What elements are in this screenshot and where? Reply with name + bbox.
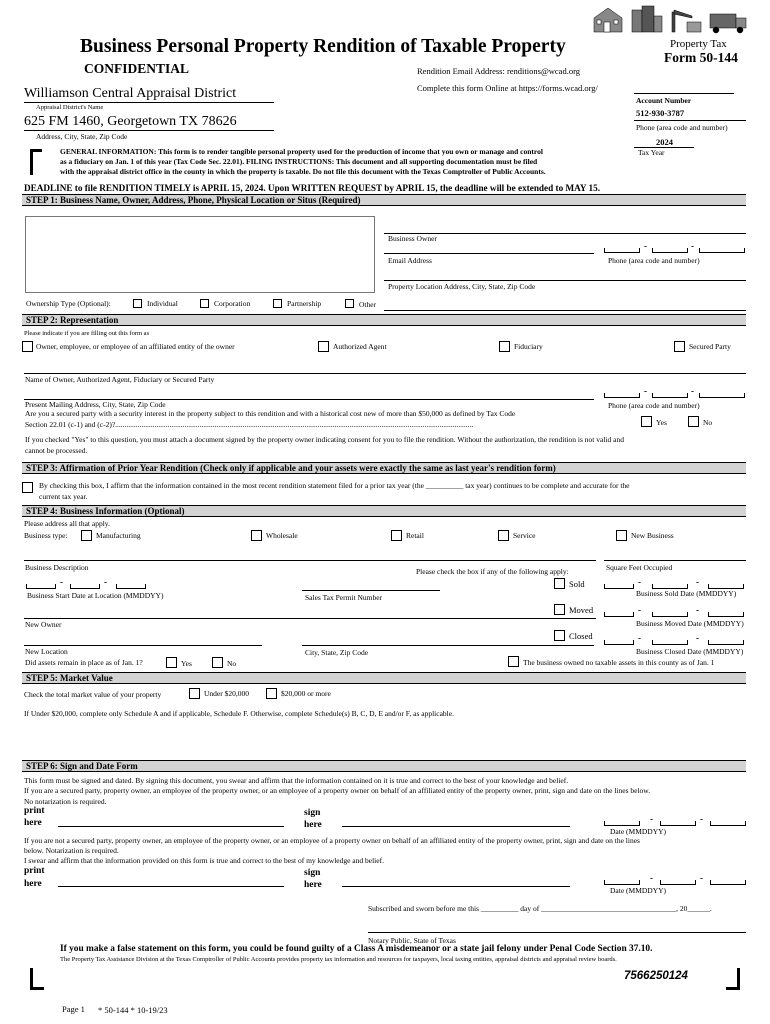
date2-dash2: - [700,873,703,883]
form-title: Business Personal Property Rendition of Taxable Property [80,36,566,57]
general-info-line2: as a fiduciary on Jan. 1 of this year (Tax Code Sec. 22.01). FILING INSTRUCTIONS: This document and all supporting documentation must be filed [60,157,538,166]
assets-no-checkbox[interactable] [212,657,223,668]
business-name-box[interactable] [25,216,375,293]
rep-phone-dash1: - [644,386,647,396]
online-line: Complete this form Online at https://forms.wcad.org/ [417,83,598,93]
fiduciary-checkbox[interactable] [499,341,510,352]
date2-label: Date (MMDDYY) [610,886,667,895]
closed-date-dash1: - [638,633,641,643]
account-number-label: Account Number [636,96,692,105]
step2-note: Please indicate if you are filling out this form as [24,330,150,337]
bracket-bottom-left [30,968,44,990]
other-line [384,310,746,311]
date1-label: Date (MMDDYY) [610,827,667,836]
sold-date-label: Business Sold Date (MMDDYY) [636,589,737,598]
mailing-label: Present Mailing Address, City, State, Zip Code [25,400,166,409]
date1-dash2: - [700,814,703,824]
sold-date-mm[interactable] [604,584,634,589]
date2-yy[interactable] [710,880,746,885]
secured-yes-label: Yes [656,418,667,427]
owner-phone-mid[interactable] [652,248,688,253]
step6-para-6: I swear and affirm that the information provided on this form is true and correct to the best of my knowledge and belief. [24,856,384,865]
print-line-1[interactable] [58,826,284,827]
here-label-3: here [24,879,42,889]
print-label-2: print [24,866,45,876]
step6-para-3: No notarization is required. [24,797,107,806]
form-label-top: Property Tax [670,38,727,50]
page-number: Page 1 [62,1004,85,1014]
district-address-label: Address, City, State, Zip Code [36,132,128,141]
manufacturing-label: Manufacturing [96,531,141,540]
prior-year-checkbox[interactable] [22,482,33,493]
sign-line-2[interactable] [342,886,570,887]
here-label-2: here [304,820,322,830]
step6-para-1: This form must be signed and dated. By signing this document, you swear and affirm that the information contained on it is true and correct to the best of your knowledge and belief. [24,776,569,785]
sold-date-dash1: - [638,577,641,587]
email-line-field [384,253,594,254]
account-number-field[interactable] [634,88,734,94]
assistance-note: The Property Tax Assistance Division at the Texas Comptroller of Public Accounts provides property tax information and resources for taxpayers, local taxing entities, appraisal districts and appraisal review boards. [60,956,617,963]
closed-date-mm[interactable] [604,640,634,645]
step6-header: STEP 6: Sign and Date Form [22,760,746,772]
under-20k-label: Under $20,000 [204,689,249,698]
step6-para-4: If you are not a secured party, property owner, an employee of the property owner, or an employee of a property owner on behalf of an affiliated entity of the property owner, print, sign and date on the lines [24,836,640,845]
service-label: Service [513,531,536,540]
email-label: Email Address [388,256,432,265]
prior-year-text-2: current tax year. [39,492,88,501]
business-owner-line [384,233,746,234]
market-value-label: Check the total market value of your property [24,690,162,699]
step1-header: STEP 1: Business Name, Owner, Address, Phone, Physical Location or Situs (Required) [22,194,746,206]
phone-line [634,120,746,121]
description-label: Business Description [25,563,89,572]
owner-phone-dash2: - [691,241,694,251]
partnership-checkbox[interactable] [273,299,282,308]
here-label-4: here [304,880,322,890]
authorized-agent-checkbox[interactable] [318,341,329,352]
market-value-note: If Under $20,000, complete only Schedule A and if applicable, Schedule F. Otherwise, complete Schedule(s) B, C, D, E and/or F, as applicable. [24,709,454,718]
step4-note: Please address all that apply. [24,519,110,528]
district-name-label: Appraisal District's Name [36,104,104,111]
secured-question-1: Are you a secured party with a security interest in the property subject to this rendition and with a historical cost new of more than $50,000 as defined by Tax Code [25,409,516,418]
notary-line[interactable] [368,932,746,933]
district-address: 625 FM 1460, Georgetown TX 78626 [24,114,237,129]
general-info-line3: with the appraisal district office in the county in which the property is taxable. Do not file this document with the Texas Comptroller of Public Accounts. [60,167,546,176]
sold-checkbox[interactable] [554,578,565,589]
secured-no-checkbox[interactable] [688,416,699,427]
start-date-mm[interactable] [26,584,56,589]
start-date-dash2: - [104,577,107,587]
no-assets-checkbox[interactable] [508,656,519,667]
property-type-icons [592,4,750,34]
over-20k-label: $20,000 or more [281,689,331,698]
owner-phone-dash1: - [644,241,647,251]
location-line [384,280,746,281]
date1-dash1: - [650,814,653,824]
secured-question-2: Section 22.01 (c-1) and (c-2)?............................................................................................................................................................................................... [25,420,474,429]
retail-checkbox[interactable] [391,530,402,541]
start-date-yy[interactable] [116,584,146,589]
owner-phone-label: Phone (area code and number) [608,256,700,265]
other-label: Other [359,300,377,309]
closed-label: Closed [569,631,593,641]
general-info-line1: GENERAL INFORMATION: This form is to render tangible personal property used for the production of income that you own or manage and control [60,147,543,156]
city-state-line [302,645,594,646]
individual-label: Individual [147,299,178,308]
rep-phone-end[interactable] [699,393,745,398]
sign-label-1: sign [304,808,321,818]
form-code: 7566250124 [624,970,688,982]
print-label-1: print [24,806,45,816]
owner-phone-end[interactable] [699,248,745,253]
sold-date-dash2: - [696,577,699,587]
start-date-dd[interactable] [70,584,100,589]
assets-yes-label: Yes [181,659,192,668]
closed-date-yy[interactable] [708,640,744,645]
wholesale-label: Wholesale [266,531,298,540]
confidential-label: CONFIDENTIAL [84,61,190,76]
info-bracket [30,149,42,175]
closed-date-dd[interactable] [652,640,688,645]
rep-phone-label: Phone (area code and number) [608,401,700,410]
sqft-label: Square Feet Occupied [606,563,673,572]
step6-para-5: below. Notarization is required. [24,846,119,855]
retail-label: Retail [406,531,424,540]
closed-date-dash2: - [696,633,699,643]
ownership-type-label: Ownership Type (Optional): [26,299,111,308]
date1-mm[interactable] [604,821,640,826]
here-label-1: here [24,818,42,828]
city-state-label: City, State, Zip Code [305,648,369,657]
phone-label: Phone (area code and number) [636,123,728,132]
rep-phone-area[interactable] [604,393,640,398]
service-checkbox[interactable] [498,530,509,541]
authorized-agent-label: Authorized Agent [333,342,387,351]
business-owner-label: Business Owner [388,234,437,243]
phone-value: 512-930-3787 [636,108,685,118]
moved-checkbox[interactable] [554,604,565,615]
closed-checkbox[interactable] [554,630,565,641]
check-note: Please check the box if any of the following apply: [416,567,569,576]
step2-header: STEP 2: Representation [22,314,746,326]
date2-dd[interactable] [660,880,696,885]
new-business-checkbox[interactable] [616,530,627,541]
sign-line-1[interactable] [342,826,570,827]
step6-para-2: If you are a secured party, property owner, an employee of the property owner, or an employee of a property owner on behalf of an affiliated entity of the property owner, print, sign and date on the lines below. [24,786,651,795]
sworn-line: Subscribed and sworn before me this __________ day of ____________________________________, 20______. [368,904,712,913]
district-name: Williamson Central Appraisal District [24,86,237,101]
secured-note-1: If you checked "Yes" to this question, you must attach a document signed by the property owner indicating consent for you to file the rendition. Without the authorization, the rendition is not valid and [25,435,624,444]
moved-label: Moved [569,605,594,615]
moved-date-dd[interactable] [652,612,688,617]
new-location-line [24,645,262,646]
permit-label: Sales Tax Permit Number [305,593,383,602]
moved-date-yy[interactable] [708,612,744,617]
step4-header: STEP 4: Business Information (Optional) [22,505,746,517]
new-business-label: New Business [631,531,674,540]
date2-dash1: - [650,873,653,883]
date1-yy[interactable] [710,821,746,826]
false-statement-warning: If you make a false statement on this form, you could be found guilty of a Class A misdemeanor or a state jail felony under Penal Code Section 37.10. [60,944,653,954]
form-reference: * 50-144 * 10-19/23 [98,1005,168,1015]
step5-header: STEP 5: Market Value [22,672,746,684]
tax-year-value: 2024 [656,137,673,147]
secured-note-2: cannot be processed. [25,446,88,455]
assets-question: Did assets remain in place as of Jan. 1? [25,658,143,667]
start-date-label: Business Start Date at Location (MMDDYY) [27,591,164,600]
secured-no-label: No [703,418,713,427]
no-assets-label: The business owned no taxable assets in this county as of Jan. 1 [523,658,715,667]
date2-mm[interactable] [604,880,640,885]
manufacturing-checkbox[interactable] [81,530,92,541]
rep-phone-dash2: - [691,386,694,396]
property-icons [592,4,750,34]
permit-line [302,590,440,591]
fiduciary-label: Fiduciary [514,342,543,351]
district-name-line [24,102,274,103]
wholesale-checkbox[interactable] [251,530,262,541]
owner-employee-checkbox[interactable] [22,341,33,352]
corporation-label: Corporation [214,299,251,308]
email-line: Rendition Email Address: renditions@wcad.org [417,66,581,76]
individual-checkbox[interactable] [133,299,142,308]
deadline-text: DEADLINE to file RENDITION TIMELY is APRIL 15, 2024. Upon WRITTEN REQUEST by APRIL 15, the deadline will be extended to MAY 15. [24,183,601,193]
under-20k-checkbox[interactable] [189,688,200,699]
owner-employee-label: Owner, employee, or employee of an affiliated entity of the owner [36,342,235,351]
secured-party-label: Secured Party [689,342,731,351]
closed-date-label: Business Closed Date (MMDDYY) [636,647,744,656]
description-line [24,560,596,561]
secured-party-checkbox[interactable] [674,341,685,352]
rep-name-label: Name of Owner, Authorized Agent, Fiduciary or Secured Party [25,375,215,384]
new-owner-line [24,618,596,619]
moved-date-dash1: - [638,605,641,615]
district-address-line [24,130,274,131]
moved-date-label: Business Moved Date (MMDDYY) [636,619,744,628]
partnership-label: Partnership [287,299,322,308]
sign-label-2: sign [304,868,321,878]
assets-no-label: No [227,659,237,668]
form-number: Form 50-144 [664,50,738,65]
business-type-label: Business type: [24,531,68,540]
sqft-line [604,560,746,561]
assets-yes-checkbox[interactable] [166,657,177,668]
moved-date-mm[interactable] [604,612,634,617]
owner-phone-area[interactable] [604,248,640,253]
new-owner-label: New Owner [25,620,62,629]
prior-year-text-1: By checking this box, I affirm that the information contained in the most recent rendition statement filed for a prior tax year (the __________ tax year) continues to be complete and accurate for the [39,481,630,490]
over-20k-checkbox[interactable] [266,688,277,699]
corporation-checkbox[interactable] [200,299,209,308]
rep-name-line [24,373,746,374]
start-date-dash1: - [60,577,63,587]
other-checkbox[interactable] [345,299,354,308]
sold-label: Sold [569,579,585,589]
moved-date-dash2: - [696,605,699,615]
tax-year-label: Tax Year [638,148,665,157]
notary-label: Notary Public, State of Texas [368,936,456,945]
bracket-bottom-right [726,968,740,990]
print-line-2[interactable] [58,886,284,887]
location-label: Property Location Address, City, State, Zip Code [388,282,536,291]
secured-yes-checkbox[interactable] [641,416,652,427]
new-location-label: New Location [25,647,68,656]
date1-dd[interactable] [660,821,696,826]
rep-phone-mid[interactable] [652,393,688,398]
step3-header: STEP 3: Affirmation of Prior Year Rendition (Check only if applicable and your assets were exactly the same as last year's rendition form) [22,462,746,474]
